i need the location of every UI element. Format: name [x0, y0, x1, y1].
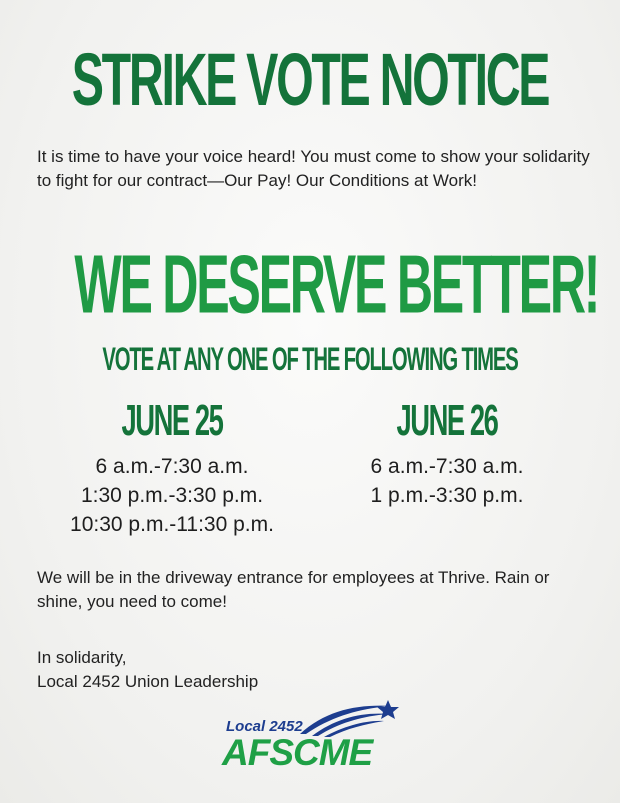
june-25-times — [32, 452, 312, 539]
time-slot: 1 p.m.-3:30 p.m. — [370, 484, 524, 507]
time-slot: 1:30 p.m.-3:30 p.m. — [80, 484, 264, 507]
closing-line: In solidarity, — [37, 648, 127, 667]
signature-line: Local 2452 Union Leadership — [37, 672, 259, 691]
logo-name-text: AFSCME — [222, 732, 373, 773]
sign-off — [37, 646, 597, 694]
date-june-25: JUNE 25 — [121, 397, 223, 446]
logo-local-text: Local 2452 — [226, 718, 303, 735]
time-slot: 6 a.m.-7:30 a.m. — [370, 455, 524, 478]
time-slot: 10:30 p.m.-11:30 p.m. — [70, 513, 274, 536]
afscme-logo — [222, 700, 402, 775]
vote-times-heading: VOTE AT ANY ONE OF THE FOLLOWING TIMES — [102, 340, 518, 378]
time-slot: 6 a.m.-7:30 a.m. — [95, 455, 249, 478]
location-paragraph: We will be in the driveway entrance for employees at Thrive. Rain or shine, you need to come! — [37, 568, 550, 611]
intro-paragraph: It is time to have your voice heard! You must come to show your solidarity to fight for our contract—Our Pay! Our Conditions at Work! — [37, 147, 590, 190]
june-26-times — [307, 452, 587, 510]
slogan-heading: WE DESERVE BETTER! — [74, 237, 599, 330]
date-june-26: JUNE 26 — [396, 397, 498, 446]
notice-title: STRIKE VOTE NOTICE — [71, 39, 549, 123]
